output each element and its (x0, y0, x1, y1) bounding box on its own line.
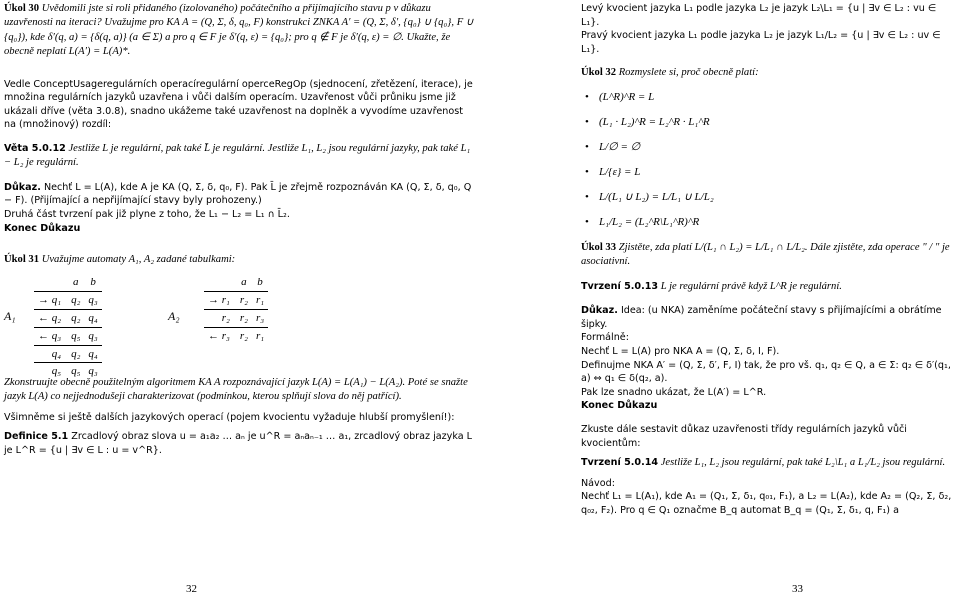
konec-dukazu: Konec Důkazu (4, 222, 81, 234)
table-cell: r₂ (204, 309, 236, 327)
table-cell: r₂ (236, 327, 252, 344)
table-cell: ← q₂ (34, 309, 67, 327)
definujme: Definujme NKA A′ = (Q, Σ, δ′, F, I) tak, že pro vš. q₁, q₂ ∈ Q, a ∈ Σ: q₂ ∈ δ′(q₁, a) ⇔ q₁ ∈ δ(q₂, a). (581, 359, 951, 385)
formalne: Formálně: (581, 332, 629, 344)
def-title: Definice 5.1 (4, 431, 69, 443)
table-cell: q₃ (88, 293, 98, 306)
definice-5-1 (4, 430, 476, 457)
dukaz (4, 181, 476, 208)
druha-cast: Druhá část tvrzení pak již plyne z toho, že L₁ − L₂ = L₁ ∩ L̄₂. (4, 209, 290, 221)
pravy-kvocient: Pravý kvocient jazyka L₁ podle jazyka L₂ je jazyk L₁/L₂ = {u | ∃v ∈ L₂ : uv ∈ L₁}. (581, 30, 941, 55)
ukol30-title: Úkol 30 (4, 3, 40, 14)
veta-5-0-12 (4, 142, 476, 171)
prop-item: • L/(L₁ ∪ L₂) = L/L₁ ∪ L/L₂ (581, 185, 955, 210)
table-header (204, 274, 268, 291)
ukol31-title: Úkol 31 (4, 254, 40, 266)
right-page (480, 0, 959, 601)
veta-title: Věta 5.0.12 (4, 143, 66, 155)
table-cell: → r₁ (208, 293, 230, 306)
tvrz14-text: Jestliže L₁, L₂ jsou regulární, pak také L₂\L₁ a L₁/L₂ jsou regulární. (660, 457, 946, 469)
table-a2 (204, 274, 268, 345)
table-row (34, 363, 102, 380)
prop-item: • (L₁ · L₂)^R = L₂^R · L₁^R (581, 110, 955, 135)
veta-text: Jestliže L je regulární, pak také L̄ je regulární. Jestliže L₁, L₂ jsou regulární jazyky, pak také L₁ − L₂ je regulární. (4, 143, 471, 169)
table-header-cell (204, 274, 236, 291)
table-cell: r₂ (236, 309, 252, 327)
vsimneme: Všimněme si ještě dalších jazykových operací (pojem kvocientu vyžaduje hlubší promyšlení!): (4, 411, 455, 423)
tvrzeni-5-0-14 (581, 456, 955, 470)
page-number-left: 32 (186, 583, 197, 596)
table-header-cell: b (252, 274, 268, 291)
table-cell: r₁ (252, 327, 268, 344)
a1-label: A₁ (4, 308, 16, 323)
dukaz2-text: Idea: (u NKA) zaměníme počáteční stavy s přijímajícími a obrátíme šipky. (581, 305, 942, 330)
table-header-cell: a (236, 274, 252, 291)
prop-item: • (L^R)^R = L (581, 85, 955, 110)
table-cell: q₃ (84, 327, 101, 345)
table-row (204, 291, 268, 309)
table-cell: q₅ (34, 363, 67, 380)
ukol30 (4, 2, 476, 60)
table-cell: q₂ (71, 293, 81, 306)
pak: Pak lze snadno ukázat, že L(A′) = L^R. (581, 386, 767, 398)
table-cell: r₃ (252, 309, 268, 327)
table-cell: q₂ (67, 345, 84, 363)
table-cell: q₄ (84, 345, 101, 363)
ukol31 (4, 253, 476, 267)
table-a1 (34, 274, 102, 381)
table-cell: q₄ (84, 309, 101, 327)
def-text: Zrcadlový obraz slova u = a₁a₂ … aₙ je u^R = aₙaₙ₋₁ … a₁, zrcadlový obraz jazyka L je L^R = {u | ∃v ∈ L : u = v^R}. (4, 431, 473, 456)
table-cell: q₂ (67, 309, 84, 327)
tvrzeni-5-0-13 (581, 280, 955, 294)
table-cell: r₁ (255, 293, 265, 306)
necht: Nechť L = L(A) pro NKA A = (Q, Σ, δ, I, F). (581, 345, 780, 357)
ukol33 (581, 241, 955, 270)
zkuste: Zkuste dále sestavit důkaz uzavřenosti třídy regulárních jazyků vůči kvocientům: (581, 423, 907, 449)
table-row (204, 327, 268, 344)
tvrz13-text: L je regulární právě když L^R je regulární. (660, 280, 842, 292)
ukol33-title: Úkol 33 (581, 241, 617, 253)
automaton-tables (4, 274, 476, 378)
ukol33-text: Zjistěte, zda platí L/(L₁ ∩ L₂) = L/L₁ ∩ L/L₂. Dále zjistěte, zda operace " / " je asociativní. (581, 241, 950, 268)
table-row (34, 345, 102, 363)
dukaz-title: Důkaz. (4, 181, 41, 193)
dukaz-2 (581, 304, 955, 331)
table-row (34, 309, 102, 327)
a2-label: A₂ (168, 308, 180, 323)
table-cell: ← r₃ (204, 327, 236, 344)
konec-dukazu-2: Konec Důkazu (581, 400, 658, 412)
table-cell: q₅ (67, 327, 84, 345)
navod: Návod: (581, 477, 615, 489)
tvrz14-title: Tvrzení 5.0.14 (581, 457, 659, 469)
ukol30-text: Uvědomili jste si roli přidaného (izolovaného) počátečního a přijímajícího stavu p v důkazu uzavřenosti na iteraci? Uvažujme pro KA A = (Q, Σ, δ, q₀, F) konstrukci ZNKA A′ = (Q, Σ, δ′, {q₀} ∪ {q₀}, F ∪ {q₀}), kde δ′(q, a) = {δ(q, a)} (a ∈ Σ) a pro q ∈ F je δ′(q, ε) = {q₀}; pro q ∉ F je δ′(q, ε) = ∅. Ukažte, že obecně neplatí L(A′) = L(A)*. (4, 3, 474, 58)
table-row (204, 309, 268, 327)
tvrz13-title: Tvrzení 5.0.13 (581, 280, 659, 292)
properties-list (581, 85, 955, 235)
table-cell: q₃ (84, 363, 101, 380)
table-header-cell: a (67, 274, 84, 291)
prop-item: • L/∅ = ∅ (581, 135, 955, 160)
prop-item: • L/{ε} = L (581, 160, 955, 185)
table-header (34, 274, 102, 291)
table-row (34, 327, 102, 345)
table-header-cell: b (84, 274, 101, 291)
prop-item: • L₁/L₂ = (L₂^R\L₁^R)^R (581, 210, 955, 235)
ukol31-text: Uvažujme automaty A₁, A₂ zadané tabulkami: (41, 254, 236, 266)
para-operations: Vedle ConceptUsageregulárních operacíregulární operceRegOp (sjednocení, zřetězení, iterace), je množina regulárních jazyků uzavřena i vůči dalším operacím. Uzavřenost vůči průniku jsme již ukázali dříve (věta 3.0.8), snadno ukážeme také uzavřenost na doplněk a vyvodíme uzavřenost na (množinový) rozdíl: (4, 78, 473, 131)
zkonstruujte: Zkonstruujte obecně použitelným algoritmem KA A rozpoznávající jazyk L(A) = L(A₁) − L(A₂). Poté se snažte jazyk L(A) co nejjednodušeji charakterizovat (podmínkou, kterou splňují slova do něj patřící). (4, 376, 468, 403)
levy-kvocient: Levý kvocient jazyka L₁ podle jazyka L₂ je jazyk L₂\L₁ = {u | ∃v ∈ L₂ : vu ∈ L₁}. (581, 3, 937, 28)
table-header-cell (34, 274, 67, 291)
page-number-right: 33 (792, 583, 803, 596)
dukaz-text: Nechť L = L(A), kde A je KA (Q, Σ, δ, q₀, F). Pak L̄ je zřejmě rozpoznáván KA (Q, Σ, δ, q₀, Q − F). (Přijímající a nepřijímající stavy byly prohozeny.) (4, 181, 472, 207)
navod-text: Nechť L₁ = L(A₁), kde A₁ = (Q₁, Σ, δ₁, q₀₁, F₁), a L₂ = L(A₂), kde A₂ = (Q₂, Σ, δ₂, q₀₂, F₂). Pro q ∈ Q₁ označme B_q automat B_q = (Q₁, Σ, δ₁, q, F₁) a (581, 491, 952, 516)
ukol32-title: Úkol 32 (581, 67, 617, 79)
table-cell: → q₁ (38, 293, 62, 306)
table-cell: ← q₃ (34, 327, 67, 345)
ukol32-text: Rozmyslete si, proč obecně platí: (618, 67, 759, 79)
table-cell: q₅ (67, 363, 84, 380)
table-cell: q₄ (34, 345, 67, 363)
table-row (34, 291, 102, 309)
dukaz2-title: Důkaz. (581, 305, 618, 317)
table-cell: r₂ (239, 293, 248, 306)
ukol32 (581, 66, 955, 80)
